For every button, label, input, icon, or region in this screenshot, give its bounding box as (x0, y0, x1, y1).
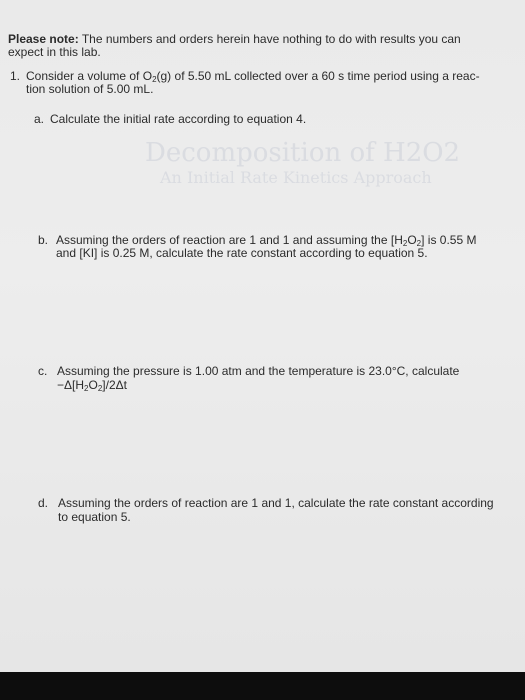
b-text-b: ] is 0.55 M (421, 233, 477, 247)
note-label: Please note: (8, 32, 79, 46)
q1-text-a: Consider a volume of O (26, 69, 153, 83)
b-sub-1: 2 (402, 239, 408, 248)
part-d-line-1: Assuming the orders of reaction are 1 and 1, calculate the rate constant according (58, 496, 494, 510)
note-line-1 (8, 32, 461, 46)
part-a-letter: a. (34, 112, 45, 126)
c-text-b: ]/2Δt (102, 378, 127, 392)
part-d-letter: d. (38, 496, 49, 510)
part-b-letter: b. (38, 233, 49, 247)
c-mid: O (88, 378, 98, 392)
b-mid: O (407, 233, 417, 247)
b-text-a: Assuming the orders of reaction are 1 and 1 and assuming the [H (56, 233, 403, 247)
show-through-title: Decomposition of H2O2 (145, 138, 461, 168)
question-1-line-2: tion solution of 5.00 mL. (26, 82, 154, 96)
note-text-1: The numbers and orders herein have nothing to do with results you can (81, 32, 461, 46)
question-1-line-1 (26, 69, 480, 83)
part-a-text: Calculate the initial rate according to equation 4. (50, 112, 307, 126)
note-line-2: expect in this lab. (8, 45, 101, 59)
part-c-letter: c. (38, 364, 48, 378)
show-through-subtitle: An Initial Rate Kinetics Approach (160, 168, 432, 187)
question-1-number: 1. (10, 69, 21, 83)
part-d-line-2: to equation 5. (58, 510, 131, 524)
part-c-line-2 (57, 378, 127, 392)
dark-background-strip (0, 672, 525, 700)
part-b-line-1 (56, 233, 476, 247)
b-sub-2: 2 (416, 239, 422, 248)
q1-subscript: 2 (152, 75, 157, 84)
part-b-line-2: and [KI] is 0.25 M, calculate the rate constant according to equation 5. (56, 246, 428, 260)
part-c-line-1: Assuming the pressure is 1.00 atm and the temperature is 23.0°C, calculate (57, 364, 460, 378)
c-sub-2: 2 (97, 384, 103, 393)
q1-text-b: (g) of 5.50 mL collected over a 60 s time period using a reac- (156, 69, 480, 83)
c-text-a: −Δ[H (57, 378, 85, 392)
c-sub-1: 2 (84, 384, 89, 393)
